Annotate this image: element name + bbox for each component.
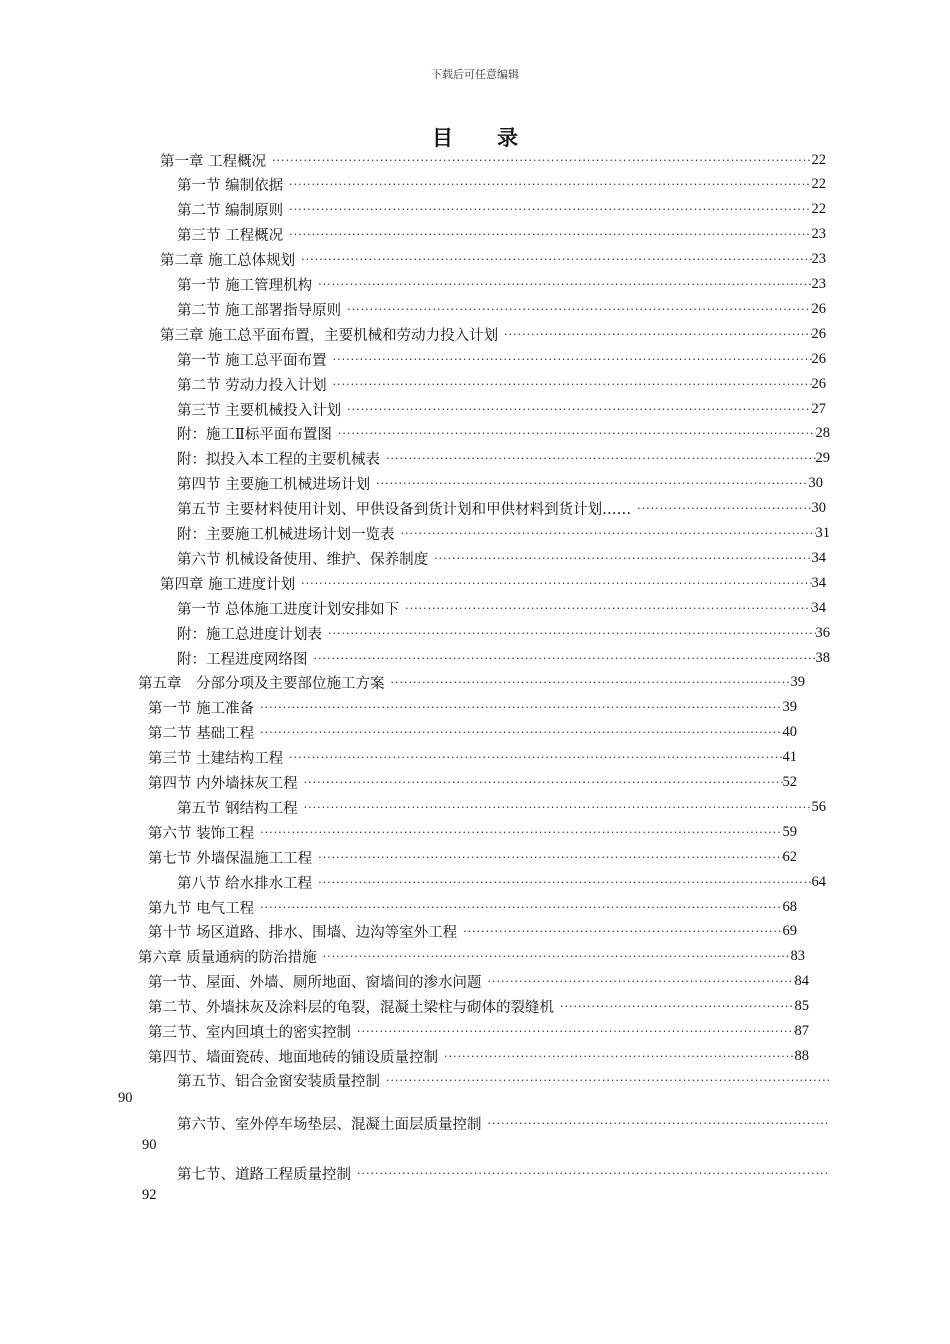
toc-entry[interactable]: [177, 1162, 830, 1184]
toc-entry-page: 28: [815, 425, 830, 442]
toc-entry-title: 第三节 土建结构工程: [148, 751, 284, 768]
toc-entry-title: 附：拟投入本工程的主要机械表: [177, 452, 380, 469]
title-char-2: 录: [497, 125, 518, 150]
toc-entry-page: 39: [790, 674, 805, 691]
dot-leader: [328, 627, 816, 640]
dot-leader: [260, 726, 782, 739]
toc-entry-page: 22: [811, 201, 826, 218]
toc-entry-page: 62: [782, 848, 797, 865]
dot-leader: [391, 676, 791, 689]
toc-entry[interactable]: [177, 796, 826, 818]
title-char-1: 目: [432, 125, 453, 150]
toc-entry-page: 26: [811, 375, 826, 392]
toc-entry[interactable]: [177, 224, 826, 246]
toc-entry-title: 附：施工总进度计划表: [177, 626, 322, 643]
toc-entry[interactable]: [148, 772, 797, 794]
toc-entry-title: 第四节 主要施工机械进场计划: [177, 477, 371, 494]
toc-entry[interactable]: [148, 896, 797, 918]
dot-leader: [357, 1025, 795, 1038]
toc-entry[interactable]: [148, 697, 797, 719]
toc-entry[interactable]: [177, 597, 826, 619]
toc-entry[interactable]: [177, 373, 826, 395]
toc-entry[interactable]: [148, 747, 797, 769]
toc-entry-page: 39: [782, 699, 797, 716]
toc-entry-page: 34: [811, 599, 826, 616]
toc-entry-title: 附：工程进度网络图: [177, 651, 308, 668]
toc-entry-page: 59: [782, 823, 797, 840]
toc-entry[interactable]: [148, 821, 797, 843]
dot-leader: [260, 826, 782, 839]
toc-entry[interactable]: [177, 448, 830, 470]
toc-entry-page: 30: [811, 500, 826, 517]
dot-leader: [289, 228, 811, 241]
toc-entry-title: 第二节 编制原则: [177, 203, 284, 220]
toc-entry-page: 23: [811, 251, 826, 268]
dot-leader: [386, 1074, 830, 1087]
toc-entry[interactable]: [148, 971, 809, 993]
dot-leader: [333, 378, 812, 391]
toc-entry[interactable]: [177, 473, 823, 495]
toc-entry[interactable]: [177, 647, 830, 669]
toc-entry[interactable]: [177, 547, 826, 569]
dot-leader: [376, 477, 808, 490]
toc-entry[interactable]: [177, 423, 830, 445]
toc-entry[interactable]: [177, 622, 830, 644]
dot-leader: [560, 1000, 795, 1013]
dot-leader: [637, 502, 811, 515]
dot-leader: [338, 427, 816, 440]
dot-leader: [314, 652, 816, 665]
toc-entry-title: 第二章 施工总体规划: [160, 253, 296, 270]
dot-leader: [289, 178, 811, 191]
toc-entry-page: 92: [142, 1187, 157, 1203]
toc-entry[interactable]: [177, 274, 826, 296]
toc-entry-page: 29: [815, 450, 830, 467]
toc-entry[interactable]: [148, 996, 809, 1018]
toc-entry-page: 84: [794, 973, 809, 990]
toc-entry-title: 第三节、室内回填土的密实控制: [148, 1025, 351, 1041]
toc-entry-title: 第二节 劳动力投入计划: [177, 377, 327, 394]
page-title: [0, 122, 950, 152]
toc-entry[interactable]: [148, 921, 797, 943]
dot-leader: [304, 776, 783, 789]
dot-leader: [318, 876, 811, 889]
dot-leader: [323, 950, 791, 963]
toc-entry-title: 第五节 钢结构工程: [177, 800, 298, 817]
toc-entry[interactable]: [148, 1021, 809, 1043]
toc-entry-page: 41: [782, 749, 797, 766]
toc-entry-page: 27: [811, 400, 826, 417]
dot-leader: [401, 527, 816, 540]
toc-entry-page: 34: [811, 574, 826, 591]
toc-entry-title: 第五章 分部分项及主要部位施工方案: [138, 676, 385, 693]
toc-entry[interactable]: [177, 348, 826, 370]
dot-leader: [386, 452, 816, 465]
toc-entry-title: 第三章 施工总平面布置，主要机械和劳动力投入计划: [160, 327, 499, 344]
toc-entry-title: 附：主要施工机械进场计划一览表: [177, 527, 395, 543]
dot-leader: [260, 901, 782, 914]
toc-entry-title: 第六章 质量通病的防治措施: [138, 950, 317, 967]
toc-entry[interactable]: [177, 871, 826, 893]
dot-leader: [304, 801, 812, 814]
toc-entry-page: 22: [811, 151, 826, 168]
toc-entry-title: 第一节 施工准备: [148, 701, 255, 718]
toc-entry-page: 69: [782, 923, 797, 940]
toc-entry-title: 第一节、屋面、外墙、厕所地面、窗墙间的渗水问题: [148, 975, 482, 992]
toc-entry-title: 第二节 施工部署指导原则: [177, 302, 342, 319]
toc-entry[interactable]: [177, 1069, 830, 1091]
toc-entry[interactable]: [160, 323, 826, 345]
toc-entry-title: 第一节 编制依据: [177, 178, 284, 195]
toc-entry-title: 第四节、墙面瓷砖、地面地砖的铺设质量控制: [148, 1049, 438, 1066]
toc-entry-page: 38: [815, 649, 830, 666]
toc-entry-title: 第六节 装饰工程: [148, 825, 255, 842]
dot-leader: [301, 253, 811, 266]
dot-leader: [357, 1167, 830, 1180]
dot-leader: [301, 577, 811, 590]
dot-leader: [260, 701, 782, 714]
toc-entry-title: 第七节、道路工程质量控制: [177, 1166, 351, 1183]
toc-entry-page: 88: [794, 1047, 809, 1064]
toc-entry-title: 第十节 场区道路、排水、围墙、边沟等室外工程: [148, 925, 458, 942]
dot-leader: [289, 203, 811, 216]
toc-entry-title: 第六节、室外停车场垫层、混凝土面层质量控制: [177, 1116, 482, 1133]
toc-entry-title: 第三节 主要机械投入计划: [177, 402, 342, 419]
toc-entry-page: 52: [782, 774, 797, 790]
toc-entry[interactable]: [160, 249, 826, 271]
toc-entry[interactable]: [160, 149, 826, 171]
toc-entry-title: 第三节 工程概况: [177, 228, 284, 245]
toc-entry-page: 56: [811, 798, 826, 815]
toc-entry-title: 第九节 电气工程: [148, 900, 255, 917]
toc-entry-title: 第七节 外墙保温施工工程: [148, 850, 313, 867]
toc-entry[interactable]: [177, 174, 826, 196]
dot-leader: [289, 751, 782, 764]
dot-leader: [318, 278, 811, 291]
toc-entry[interactable]: [177, 498, 826, 520]
toc-entry-title: 第二节 基础工程: [148, 726, 255, 743]
toc-entry[interactable]: [148, 1045, 809, 1067]
toc-entry-page: 26: [811, 325, 826, 342]
toc-entry[interactable]: [177, 398, 826, 420]
page-header: 下载后可任意编辑: [431, 68, 519, 81]
toc-entry[interactable]: [138, 946, 805, 968]
dot-leader: [434, 552, 811, 565]
toc-entry-title: 第一节 总体施工进度计划安排如下: [177, 601, 400, 618]
toc-entry-page: 64: [811, 873, 826, 890]
toc-entry-title: 第一章 工程概况: [160, 153, 267, 170]
toc-entry-page: 90: [142, 1137, 157, 1153]
dot-leader: [405, 602, 811, 615]
toc-entry-title: 第四章 施工进度计划: [160, 576, 296, 593]
toc-entry-page: 40: [782, 724, 797, 741]
dot-leader: [444, 1050, 795, 1063]
toc-entry-title: 第二节、外墙抹灰及涂料层的龟裂，混凝土梁柱与砌体的裂缝机: [148, 1000, 554, 1017]
toc-entry-title: 第八节 给水排水工程: [177, 875, 313, 892]
toc-entry-page: 83: [790, 948, 805, 965]
dot-leader: [504, 328, 811, 341]
toc-entry[interactable]: [177, 1112, 830, 1134]
toc-entry[interactable]: [148, 722, 797, 744]
toc-entry-page: 30: [808, 475, 823, 492]
toc-entry-title: 第五节、铝合金窗安装质量控制: [177, 1073, 380, 1090]
toc-entry-title: 第六节 机械设备使用、维护、保养制度: [177, 551, 429, 568]
toc-entry-title: 第四节 内外墙抹灰工程: [148, 776, 298, 792]
toc-entry-page: 85: [794, 998, 809, 1015]
toc-entry-title: 第一节 施工总平面布置: [177, 352, 327, 369]
toc-entry[interactable]: [148, 846, 797, 868]
toc-entry-page: 36: [815, 624, 830, 641]
toc-entry-page: 87: [794, 1023, 809, 1039]
toc-entry-page: 23: [811, 276, 826, 292]
toc-entry[interactable]: [177, 199, 826, 221]
toc-entry-page: 23: [811, 226, 826, 243]
toc-entry-page: 90: [118, 1090, 133, 1106]
toc-entry-page: 26: [811, 300, 826, 317]
dot-leader: [347, 403, 811, 416]
dot-leader: [272, 154, 811, 167]
dot-leader: [488, 1117, 831, 1130]
dot-leader: [347, 303, 811, 316]
toc-entry-title: 附：施工Ⅱ标平面布置图: [177, 427, 332, 444]
toc-entry[interactable]: [160, 572, 826, 594]
toc-entry-page: 31: [815, 525, 830, 541]
toc-entry[interactable]: [177, 298, 826, 320]
toc-entry[interactable]: [177, 523, 830, 545]
toc-entry-title: 第五节 主要材料使用计划、甲供设备到货计划和甲供材料到货计划……: [177, 502, 632, 519]
dot-leader: [333, 353, 812, 366]
toc-entry-page: 26: [811, 350, 826, 367]
toc-entry-title: 第一节 施工管理机构: [177, 278, 313, 294]
toc-entry-page: 22: [811, 176, 826, 193]
dot-leader: [488, 975, 795, 988]
dot-leader: [318, 851, 782, 864]
toc-entry-page: 34: [811, 549, 826, 566]
toc-entry[interactable]: [138, 672, 805, 694]
dot-leader: [463, 925, 782, 938]
toc-entry-page: 68: [782, 898, 797, 915]
